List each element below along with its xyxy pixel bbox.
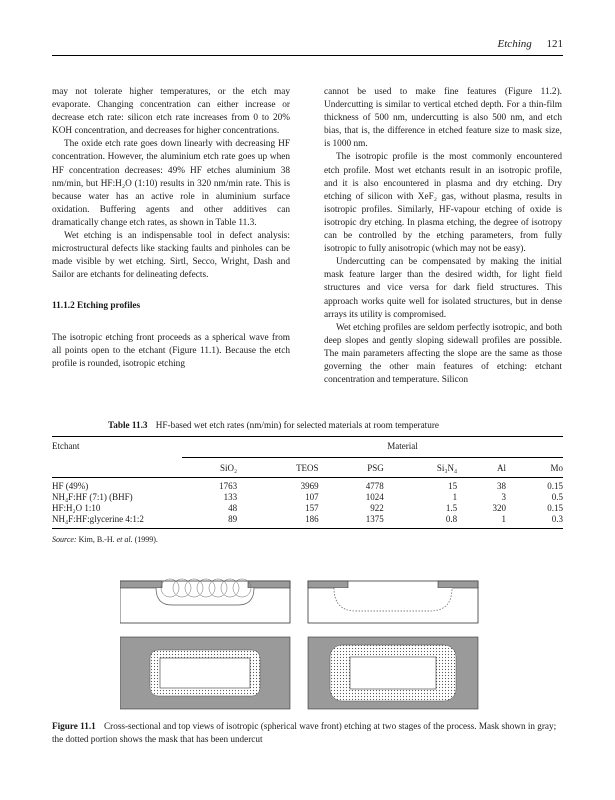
- etchant-name: NH₄F:HF (7:1) (BHF): [52, 492, 133, 502]
- column-header-row: [52, 458, 563, 478]
- table-row: [52, 503, 563, 514]
- source-author: Kim, B.-H.: [78, 535, 115, 544]
- table-cell: 1.5: [445, 503, 458, 513]
- left-column: [52, 86, 290, 371]
- table-cell: 3: [501, 492, 506, 502]
- etchant-name: HF:H₂O 1:10: [52, 503, 101, 513]
- column-header: PSG: [367, 463, 384, 473]
- header-section-title: Etching: [497, 38, 532, 50]
- table-cell: 1763: [219, 481, 238, 491]
- table-cell: 320: [492, 503, 506, 513]
- table-cell: 0.8: [445, 514, 458, 524]
- table-top-rule: [52, 436, 563, 437]
- table-cell: 922: [370, 503, 384, 513]
- left-paragraph-1: may not tolerate higher temperatures, or the etch may evaporate. Changing concentration can either increase or decrease etch rate: silicon etch rate increases from 0 to 20% KOH concentration, and decreases for higher concentrations.: [52, 87, 290, 137]
- table-cell: 0.15: [547, 503, 563, 513]
- table-cell: 1375: [365, 514, 384, 524]
- etchant-header: Etchant: [52, 441, 80, 451]
- section-heading: 11.1.2 Etching profiles: [52, 301, 141, 312]
- right-paragraph-1: cannot be used to make fine features (Figure 11.2). Undercutting is similar to vertical etched depth. For a thin-film thickness of 500 nm, undercutting is also 500 nm, and etch bias, that is, the difference in etched feature size to mask size, is 1000 nm.: [324, 87, 562, 150]
- figure-caption-text: Cross-sectional and top views of isotropic (spherical wave front) etching at two stages of the process. Mask shown in gray; the dotted portion shows the mask that has been undercut: [52, 721, 557, 744]
- table-cell: 0.15: [547, 481, 563, 491]
- table-source: [52, 535, 563, 544]
- right-column: [324, 86, 562, 387]
- table-row: [52, 481, 563, 492]
- running-header: [498, 38, 563, 50]
- table-cell: 0.5: [551, 492, 563, 502]
- table-cell: 89: [228, 514, 238, 524]
- left-paragraph-3: Wet etching is an indispensable tool in defect analysis: microstructural defects like stacking faults and pinholes can be made visible by wet etching. Sirtl, Secco, Wright, Dash and Sailor are etchants for delineating defects.: [52, 231, 290, 281]
- figure-caption: [52, 720, 563, 746]
- right-paragraph-2: The isotropic profile is the most commonly encountered etch profile. Most wet etchants result in an isotropic profile, and it is also encountered in plasma and dry etching. Dry etching of silicon with XeF₂ gas, without plasma, results in isotropic profiles. Similarly, HF-vapour etching of oxide is isotropic dry etching. In plasma etching, the degree of isotropy can be controlled by the etching parameters, from fully isotropic to fully anisotropic (which may not be easy).: [324, 152, 562, 255]
- table-cell: 107: [305, 492, 319, 502]
- source-etal: et al.: [116, 535, 133, 544]
- top-view-early: [120, 637, 290, 709]
- page-number: 121: [546, 38, 563, 50]
- table-cell: 186: [305, 514, 319, 524]
- column-header: TEOS: [296, 463, 319, 473]
- table-cell: 1024: [365, 492, 384, 502]
- left-paragraph-2: The oxide etch rate goes down linearly with decreasing HF concentration. However, the aluminium etch rate goes up when HF concentration decreases: 49% HF etches aluminium 38 nm/min, but HF:H₂O (1:10) results in 320 nm/min rate. This is because water has an active role in aluminium surface oxidation. Buffering agents and other additives can dramatically change etch rates, as shown in Table 11.3.: [52, 139, 290, 228]
- table-cell: 1: [452, 492, 458, 502]
- column-header: SiO₂: [219, 463, 238, 473]
- table-cell: 133: [223, 492, 238, 502]
- table-group-header: [52, 439, 563, 453]
- table-cell: 3969: [300, 481, 319, 491]
- header-rule: [52, 55, 563, 56]
- table-cell: 4778: [365, 481, 384, 491]
- right-paragraph-4: Wet etching profiles are seldom perfectly isotropic, and both deep slopes and gently sloping sidewall profiles are possible. The main parameters affecting the slope are the same as those governing the other main features of etching: etchant concentration and temperature. Silicon: [324, 322, 562, 386]
- figure-label: Figure 11.1: [52, 721, 96, 731]
- source-label: Source:: [52, 535, 77, 544]
- table-row: [52, 514, 563, 525]
- table-row: [52, 492, 563, 503]
- table-caption: [108, 420, 563, 430]
- table-cell: 1: [501, 514, 506, 524]
- table-cell: 157: [305, 503, 319, 513]
- etchant-name: NH₄F:HF:glycerine 4:1:2: [52, 514, 144, 524]
- column-header: Si₃N₄: [436, 463, 458, 473]
- table-label: Table 11.3: [108, 420, 148, 430]
- cross-section-early: [120, 579, 290, 623]
- top-view-late: [308, 637, 478, 709]
- column-header: Al: [496, 463, 506, 473]
- table-cell: 38: [496, 481, 506, 491]
- material-header: Material: [387, 441, 418, 451]
- cross-section-late: [308, 581, 478, 623]
- table-11-3: [52, 420, 563, 544]
- left-paragraph-4: The isotropic etching front proceeds as a spherical wave from all points open to the etchant (Figure 11.1). Because the etch profile is rounded, isotropic etching: [52, 332, 290, 369]
- etchant-name: HF (49%): [52, 481, 89, 491]
- table-cell: 0.3: [551, 514, 563, 524]
- table-cell: 15: [448, 481, 458, 491]
- column-header: Mo: [550, 463, 563, 473]
- figure-11-1-diagram: [120, 575, 500, 710]
- table-cell: 48: [228, 503, 238, 513]
- table-title-text: HF-based wet etch rates (nm/min) for selected materials at room temperature: [155, 420, 439, 430]
- etch-rate-table: [52, 458, 563, 529]
- source-year: (1999).: [134, 535, 158, 544]
- right-paragraph-3: Undercutting can be compensated by making the initial mask feature larger than the desired width, for light field structures and vice versa for dark field structures. This approach works quite well for isolated structures, but in dense arrays its utility is compromised.: [324, 257, 562, 320]
